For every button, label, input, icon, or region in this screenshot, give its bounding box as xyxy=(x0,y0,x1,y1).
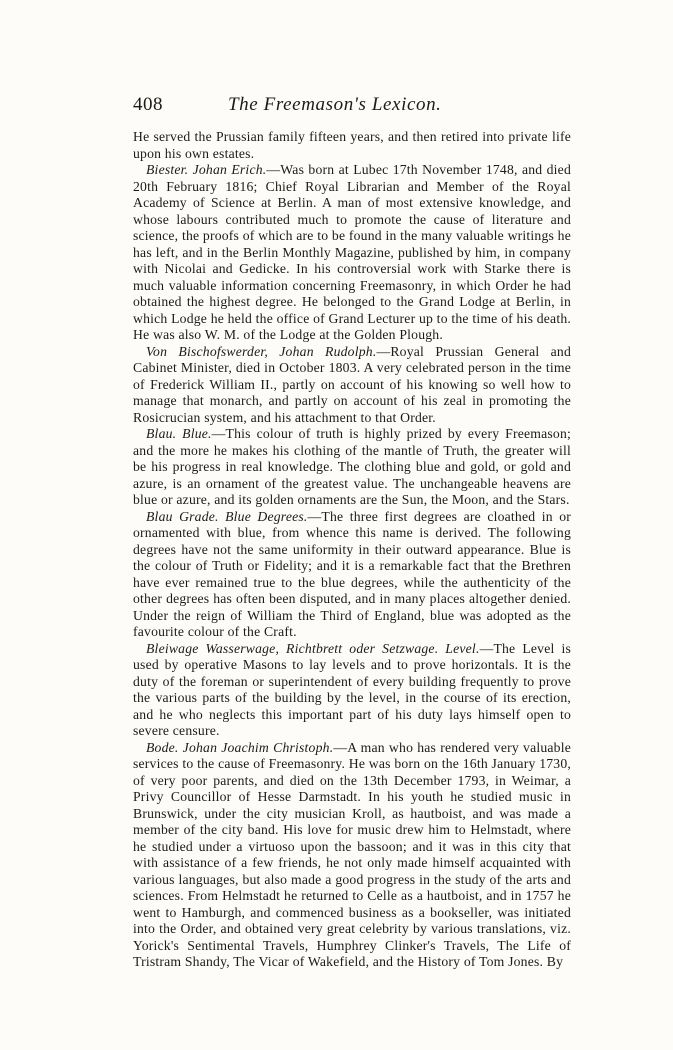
entry-text: —A man who has rendered very valuable services to the cause of Freemasonry. He was born on the 16th January 1730, of very poor parents, and died on the 13th December 1793, in Weimar, a Privy Councillor of Hesse Darmstadt. In his youth he studied music in Brunswick, under the city musician Kroll, as hautboist, and was made a member of the city band. His love for music drew him to Helmstadt, where he studied under a virtuoso upon the bassoon; and it was in this city that with assistance of a few friends, he not only made himself acquainted with various languages, but also made a good progress in the study of the arts and sciences. From Helmstadt he returned to Celle as a hautboist, and in 1757 he went to Hamburgh, and commenced business as a bookseller, was initiated into the Order, and obtained very great celebrity by various translations, viz. Yorick's Sentimental Travels, Humphrey Clinker's Travels, The Life of Tristram Shandy, The Vicar of Wakefield, and the History of Tom Jones. By xyxy=(133,739,571,969)
entry-headword: Bleiwage Wasserwage, Richtbrett oder Setzwage. Level. xyxy=(146,640,480,656)
entry-headword: Biester. Johan Erich. xyxy=(146,162,267,177)
body-text xyxy=(133,129,571,971)
running-title: The Freemason's Lexicon. xyxy=(228,94,442,115)
entry-headword: Bode. Johan Joachim Christoph. xyxy=(146,739,334,755)
page-header xyxy=(133,94,571,124)
entry-text: —Was born at Lubec 17th November 1748, and died 20th February 1816; Chief Royal Librarian and Member of the Royal Academy of Science at Berlin. A man of most extensive knowledge, and whose labours contributed much to promote the cause of literature and science, the proofs of which are to be found in the many valuable writings he has left, and in the Berlin Monthly Magazine, published by him, in company with Nicolai and Gedicke. In his controversial work with Starke there is much valuable information concerning Freemasonry, in which Order he had obtained the highest degree. He belonged to the Grand Lodge at Berlin, in which Lodge he held the office of Grand Lecturer up to the time of his death. He was also W. M. of the Lodge at the Golden Plough. xyxy=(133,162,571,342)
paragraph-text: He served the Prussian family fifteen years, and then retired into private life upon his own estates. xyxy=(133,129,571,161)
entry-headword: Blau Grade. Blue Degrees. xyxy=(146,508,308,524)
entry-blau-grade xyxy=(133,509,571,641)
entry-text: —Royal Prussian General and Cabinet Minister, died in October 1803. A very celebrated person in the time of Frederick William II., partly on account of his knowing so well how to manage that monarch, and partly on account of his zeal in promoting the Rosicrucian system, and his attachment to that Order. xyxy=(133,343,572,425)
paragraph-continuation xyxy=(133,129,571,162)
entry-text: —This colour of truth is highly prized by every Freemason; and the more he makes his clothing of the mantle of Truth, the greater will be his progress in real knowledge. The clothing blue and gold, or gold and azure, is an ornament of the greatest value. The unchangeable heavens are blue or azure, and its golden ornaments are the Sun, the Moon, and the Stars. xyxy=(133,426,571,507)
entry-headword: Blau. Blue. xyxy=(146,426,212,441)
entry-biester xyxy=(133,162,571,344)
entry-bode xyxy=(133,740,571,971)
entry-headword: Von Bischofswerder, Johan Rudolph. xyxy=(146,343,377,359)
entry-text: —The three first degrees are cloathed in or ornamented with blue, from whence this name is derived. The following degrees have not the same uniformity in their outward appearance. Blue is the colour of Truth or Fidelity; and it is a remarkable fact that the Brethren have ever remained true to the blue degrees, while the authenticity of the other degrees has often been disputed, and in many places altogether denied. Under the reign of William the Third of England, blue was adopted as the favourite colour of the Craft. xyxy=(133,508,571,639)
entry-text: —The Level is used by operative Masons to lay levels and to prove horizontals. It is the duty of the foreman or superintendent of every building frequently to prove the various parts of the building by the level, in the course of its erection, and he who neglects this important part of his duty lays himself open to severe censure. xyxy=(133,640,571,738)
page-number: 408 xyxy=(133,94,163,115)
entry-bischofswerder xyxy=(133,344,571,427)
entry-bleiwage xyxy=(133,641,571,740)
entry-blau xyxy=(133,426,571,509)
